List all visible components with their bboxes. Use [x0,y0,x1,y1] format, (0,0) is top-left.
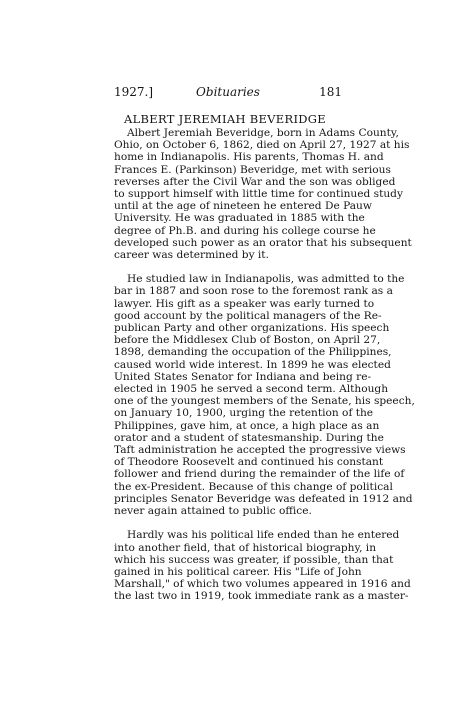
text-line: Marshall," of which two volumes appeared in 1916 and [114,578,411,591]
text-line: one of the youngest members of the Senate, his speech, [114,395,415,408]
text-line: publican Party and other organizations. His speech [114,322,390,335]
text-line: to support himself with little time for continued study [114,188,403,201]
text-line: good account by the political managers of the Re- [114,309,382,322]
text-line: of Theodore Roosevelt and continued his constant [114,456,384,469]
article-body [114,127,415,615]
text-line: orator and a student of statesmanship. During the [114,431,384,444]
text-line: reverses after the Civil War and the son was obliged [114,175,396,188]
text-line: on January 10, 1900, urging the retention of the [114,407,374,420]
text-line: gained in his political career. His "Life of John [114,565,362,578]
text-line: home in Indianapolis. His parents, Thomas H. and [114,151,384,164]
running-head-year: 1927.] [114,85,154,99]
article-title: ALBERT JEREMIAH BEVERIDGE [124,112,326,126]
text-line: 1898, demanding the occupation of the Philippines, [114,346,392,359]
paragraph [114,127,412,262]
text-line: Ohio, on October 6, 1862, died on April 27, 1927 at his [114,139,410,152]
text-line: degree of Ph.B. and during his college course he [114,224,376,237]
text-line: into another field, that of historical biography, in [114,541,377,554]
text-line: principles Senator Beveridge was defeated in 1912 and [114,492,413,505]
running-head [114,84,342,100]
text-line: lawyer. His gift as a speaker was early turned to [114,297,375,310]
page-number: 181 [319,85,342,99]
text-line: never again attained to public office. [114,505,312,518]
text-line: developed such power as an orator that his subsequent [114,236,412,249]
text-line: caused world wide interest. In 1899 he was elected [114,358,391,371]
running-head-section: Obituaries [196,85,260,99]
text-line: elected in 1905 he served a second term. Although [114,383,389,396]
text-line: Taft administration he accepted the progressive views [114,444,406,457]
text-line: University. He was graduated in 1885 with the [114,212,365,225]
text-line: Hardly was his political life ended than he entered [127,529,400,542]
text-line: follower and friend during the remainder of the life of [114,468,405,481]
paragraph [114,273,415,518]
text-line: Albert Jeremiah Beveridge, born in Adams County, [127,127,399,139]
text-line: before the Middlesex Club of Boston, on April 27, [114,334,381,347]
text-line: He studied law in Indianapolis, was admitted to the [127,273,405,286]
text-line: bar in 1887 and soon rose to the foremost rank as a [114,285,393,298]
text-line: Frances E. (Parkinson) Beveridge, met with serious [114,163,391,176]
text-line: Philippines, gave him, at once, a high place as an [114,419,380,432]
text-line: the ex-President. Because of this change of political [114,480,393,493]
text-line: which his success was greater, if possible, than that [114,553,394,566]
text-line: the last two in 1919, took immediate rank as a master- [114,590,409,603]
text-line: United States Senator for Indiana and being re- [114,370,372,383]
text-line: career was determined by it. [114,249,269,262]
paragraph [114,529,411,603]
text-line: until at the age of nineteen he entered De Pauw [114,200,372,213]
